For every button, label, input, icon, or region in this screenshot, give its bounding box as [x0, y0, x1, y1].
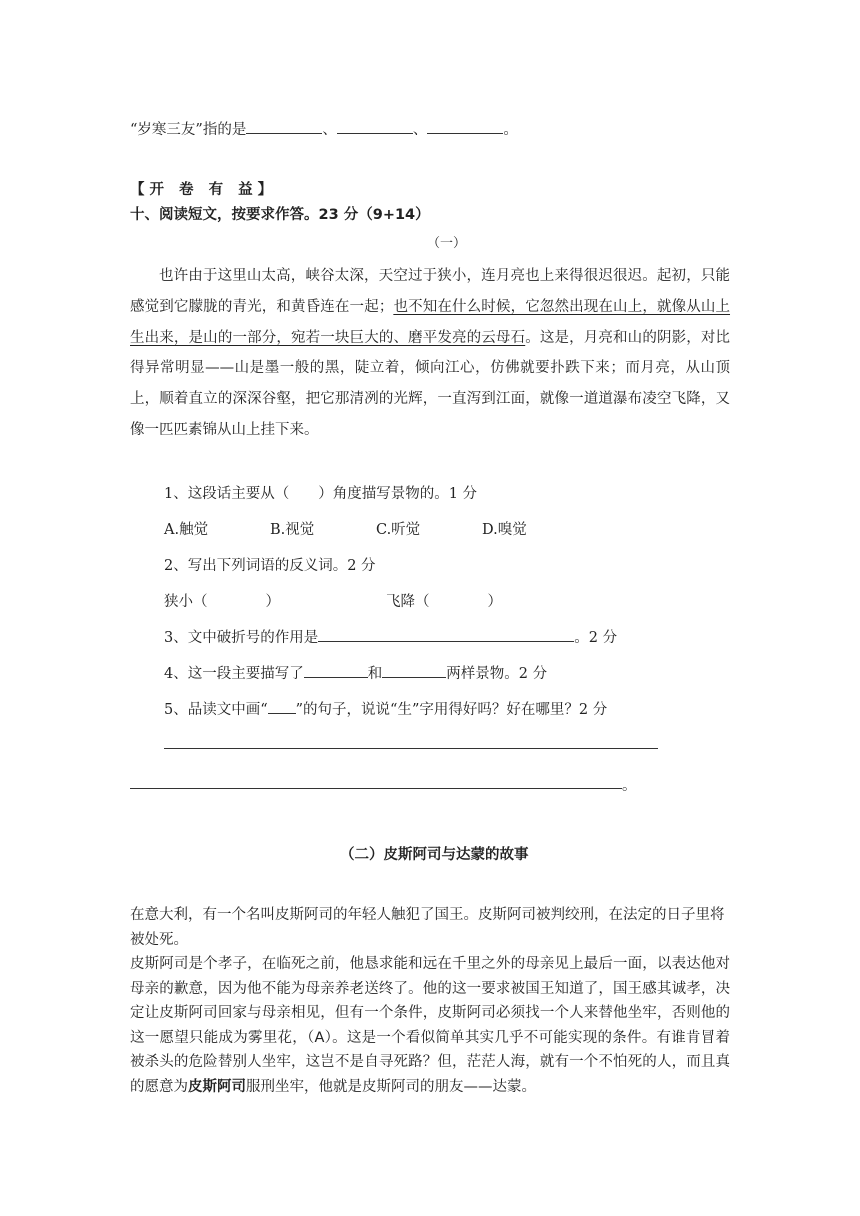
answer-blank-2[interactable]	[337, 119, 413, 135]
q1-option-a[interactable]: A.触觉	[164, 522, 209, 538]
q1-option-c[interactable]: C.听觉	[376, 522, 421, 538]
q2-word-1[interactable]: 狭小（ ）	[164, 594, 280, 610]
q5-answer-line-1[interactable]	[164, 748, 658, 749]
q2-word-2[interactable]: 飞降（ ）	[386, 594, 502, 610]
section-heading: 【开 卷 有 益】	[130, 182, 278, 198]
q1-option-b[interactable]: B.视觉	[270, 522, 315, 538]
q5-underline-sample	[268, 699, 296, 715]
q3-answer-blank[interactable]	[318, 627, 574, 643]
q4-answer-blank-2[interactable]	[382, 663, 446, 679]
q4-answer-blank-1[interactable]	[304, 663, 368, 679]
q5-answer-line-2[interactable]	[130, 788, 622, 789]
question-4: 4、这一段主要描写了 和 两样景物。2 分	[164, 662, 547, 683]
question-title: 十、阅读短文，按要求作答。23 分（9+14）	[130, 207, 430, 223]
question-1: 1、这段话主要从（ ）角度描写景物的。1 分	[164, 486, 478, 502]
passage-2-para-2: 皮斯阿司是个孝子，在临死之前，他恳求能和远在千里之外的母亲见上最后一面，以表达他对母亲的歉意，因为他不能为母亲养老送终了。他的这一要求被国王知道了，国王感其诚孝，决定让皮斯阿司回家与母亲相见，但有一个条件，皮斯阿司必须找一个人来替他坐牢，否则他的这一愿望只能成为雾里花，（A）。这是一个看似简单其实几乎不可能实现的条件。有谁肯冒着被杀头的危险替别人坐牢，这岂不是自寻死路？但，茫茫人海，就有一个不怕死的人，而且真的愿意为皮斯阿司服刑坐牢，他就是皮斯阿司的朋友——达蒙。	[130, 956, 730, 1095]
question-2: 2、写出下列词语的反义词。2 分	[164, 558, 376, 574]
part1-label: （一）	[427, 236, 467, 251]
passage-1: 也许由于这里山太高，峡谷太深，天空过于狭小，连月亮也上来得很迟很迟。起初，只能感觉到它朦胧的青光，和黄昏连在一起；也不知在什么时候，它忽然出现在山上，就像从山上生出来，是山的一部分，宛若一块巨大的、磨平发亮的云母石。这是，月亮和山的阴影，对比得异常明显——山是墨一般的黑，陡立着，倾向江心，仿佛就要扑跌下来；而月亮，从山顶上，顺着直立的深深谷壑，把它那清冽的光辉，一直泻到江面，就像一道道瀑布凌空飞降，又像一匹匹素锦从山上挂下来。	[130, 268, 731, 438]
question-5: 5、品读文中画“ ”的句子，说说“生”字用得好吗？好在哪里？2 分	[164, 698, 607, 719]
underlined-sentence: 也不知在什么时候，它忽然出现在山上，就像从山上生出来，是山的一部分，宛若一块巨大的、磨平发亮的云母石	[130, 298, 731, 346]
suihan-question: “岁寒三友”指的是 、 、 。	[130, 118, 518, 139]
passage-2-title: （二）皮斯阿司与达蒙的故事	[340, 847, 529, 863]
q1-option-d[interactable]: D.嗅觉	[482, 522, 527, 538]
bold-name: 皮斯阿司	[188, 1078, 246, 1095]
passage-2-para-1: 在意大利，有一个名叫皮斯阿司的年轻人触犯了国王。皮斯阿司被判绞刑，在法定的日子里将被处死。	[130, 907, 725, 948]
answer-blank-1[interactable]	[246, 119, 322, 135]
answer-end-mark: 。	[622, 778, 637, 794]
question-3: 3、文中破折号的作用是 。2 分	[164, 626, 617, 647]
answer-blank-3[interactable]	[427, 119, 503, 135]
